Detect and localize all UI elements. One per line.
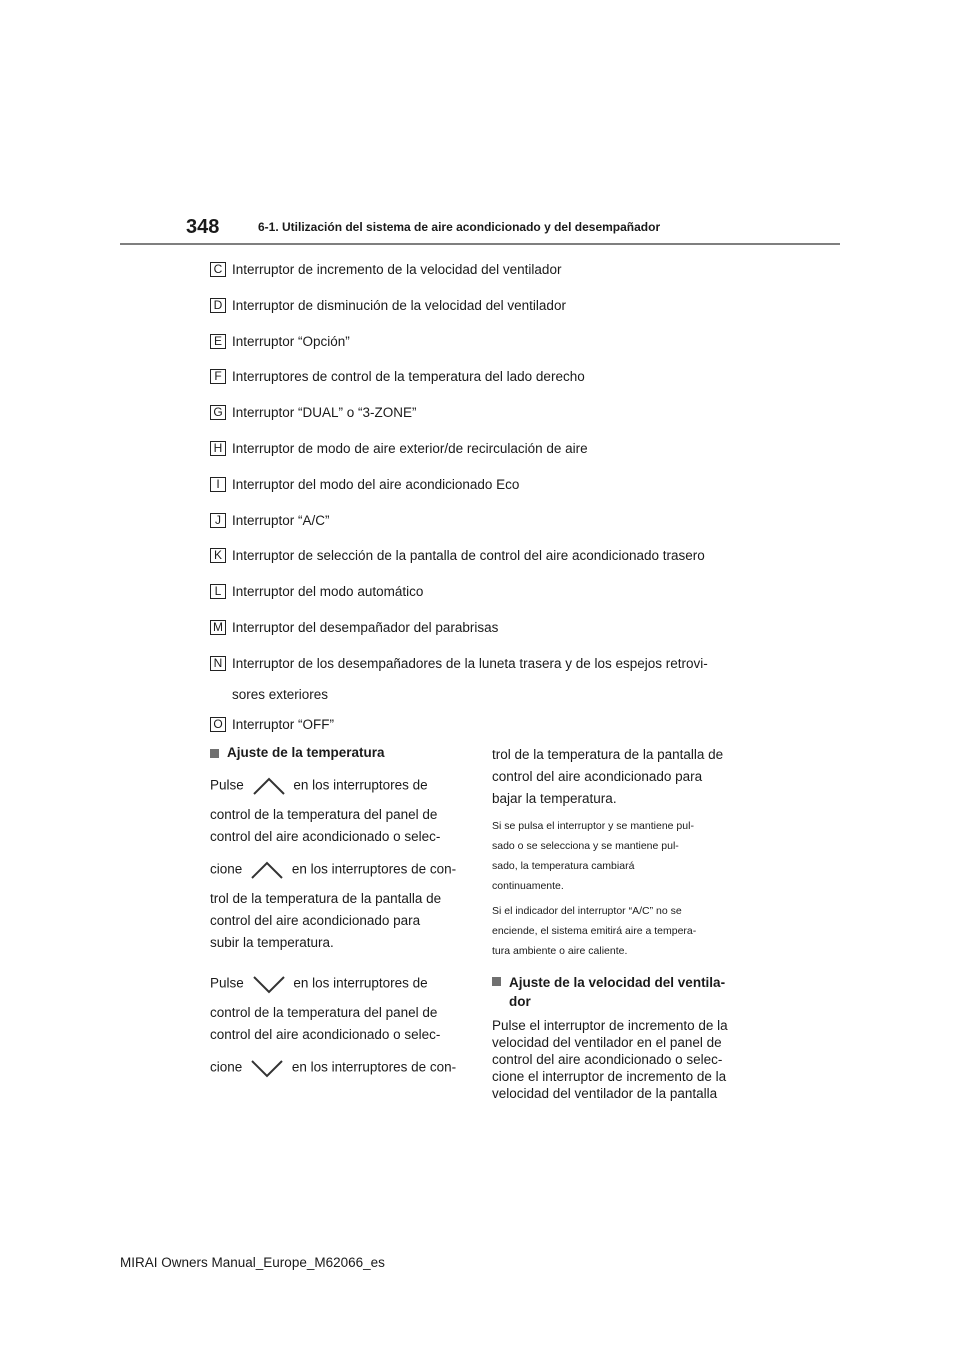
legend-item	[210, 546, 770, 582]
legend-text-line: Interruptor de los desempañadores de la luneta trasera y de los espejos retrovi-	[232, 655, 708, 671]
text: cione	[210, 861, 243, 877]
text: cione	[210, 1059, 243, 1075]
square-bullet-icon	[492, 977, 501, 986]
legend-text: Interruptor de selección de la pantalla de control del aire acondicionado trasero	[232, 548, 705, 564]
paragraph-line: control del aire acondicionado o selec-	[210, 1027, 441, 1042]
section-heading-fan	[492, 973, 752, 1011]
chevron-up-icon	[251, 774, 287, 798]
legend-item	[210, 260, 770, 296]
paragraph-line: cione el interruptor de incremento de la	[492, 1069, 727, 1084]
note-line: sado o se selecciona y se mantiene pul-	[492, 840, 679, 852]
paragraph-line: control de la temperatura del panel de	[210, 807, 438, 822]
letter-box: H	[210, 441, 226, 456]
paragraph-line: trol de la temperatura de la pantalla de	[210, 891, 442, 906]
left-column	[210, 745, 470, 1080]
legend-item	[210, 439, 770, 475]
footer-text: MIRAI Owners Manual_Europe_M62066_es	[120, 1255, 385, 1270]
letter-box: N	[210, 656, 226, 671]
letter-box: O	[210, 717, 226, 732]
paragraph-line: control del aire acondicionado para	[210, 913, 421, 928]
chapter-title: 6-1. Utilización del sistema de aire acondicionado y del desempañador	[258, 220, 661, 234]
letter-box: I	[210, 477, 226, 492]
letter-box: D	[210, 298, 226, 313]
legend-text: Interruptor “DUAL” o “3-ZONE”	[232, 405, 417, 421]
paragraph-line: control del aire acondicionado o selec-	[492, 1052, 723, 1067]
legend-item	[210, 511, 770, 547]
letter-box: E	[210, 334, 226, 349]
paragraph-line: subir la temperatura.	[210, 935, 334, 950]
text: en los interruptores de con-	[291, 861, 457, 877]
letter-box: C	[210, 262, 226, 277]
letter-box: F	[210, 369, 226, 384]
letter-box: K	[210, 548, 226, 563]
note-line: sado, la temperatura cambiará	[492, 860, 635, 872]
paragraph-line: control del aire acondicionado o selec-	[210, 829, 441, 844]
legend-item	[210, 332, 770, 368]
legend-text: Interruptores de control de la temperatura del lado derecho	[232, 369, 585, 385]
paragraph-line	[210, 972, 470, 996]
heading-text	[509, 973, 725, 1011]
paragraph-line: bajar la temperatura.	[492, 791, 617, 806]
legend-text: Interruptor de incremento de la velocidad del ventilador	[232, 262, 562, 277]
heading-line: Ajuste de la velocidad del ventila-	[509, 975, 726, 990]
legend-item	[210, 296, 770, 332]
paragraph-line: Pulse el interruptor de incremento de la	[492, 1018, 728, 1033]
legend-text: Interruptor “OFF”	[232, 716, 335, 732]
legend-text: Interruptor del modo del aire acondicionado Eco	[232, 476, 520, 492]
text: en los interruptores de	[293, 975, 428, 991]
paragraph-line: velocidad del ventilador en el panel de	[492, 1035, 722, 1050]
legend-text: Interruptor de disminución de la velocidad del ventilador	[232, 297, 566, 313]
square-bullet-icon	[210, 749, 219, 758]
paragraph-line: control del aire acondicionado para	[492, 769, 703, 784]
legend-list	[210, 260, 770, 751]
note-line: continuamente.	[492, 880, 564, 892]
paragraph-line	[210, 774, 470, 798]
legend-text: Interruptor “A/C”	[232, 512, 330, 528]
letter-box: M	[210, 620, 226, 635]
heading-text: Ajuste de la temperatura	[227, 745, 385, 760]
legend-item	[210, 403, 770, 439]
note-line: Si el indicador del interruptor “A/C” no se	[492, 905, 682, 917]
chevron-down-icon	[251, 972, 287, 996]
legend-item	[210, 654, 770, 715]
paragraph-line	[210, 858, 470, 882]
legend-item	[210, 475, 770, 511]
note-line: Si se pulsa el interruptor y se mantiene pul-	[492, 820, 694, 832]
heading-line: dor	[509, 994, 531, 1009]
text: en los interruptores de	[293, 777, 428, 793]
legend-item	[210, 582, 770, 618]
letter-box: L	[210, 584, 226, 599]
paragraph-line: velocidad del ventilador de la pantalla	[492, 1086, 718, 1101]
legend-text: Interruptor “Opción”	[232, 333, 350, 349]
paragraph-line: trol de la temperatura de la pantalla de	[492, 747, 724, 762]
section-heading-temperature	[210, 745, 470, 760]
page-number: 348	[186, 216, 220, 238]
letter-box: J	[210, 513, 226, 528]
paragraph-line: control de la temperatura del panel de	[210, 1005, 438, 1020]
chevron-down-icon	[249, 1056, 285, 1080]
legend-text: Interruptor del modo automático	[232, 584, 424, 600]
note-line: tura ambiente o aire caliente.	[492, 945, 628, 957]
text: en los interruptores de con-	[291, 1059, 457, 1075]
text: Pulse	[210, 777, 244, 793]
header-rule	[120, 243, 840, 245]
paragraph-line	[210, 1056, 470, 1080]
right-column	[492, 744, 752, 1102]
legend-item	[210, 367, 770, 403]
letter-box: G	[210, 405, 226, 420]
note-line: enciende, el sistema emitirá aire a tempera-	[492, 925, 697, 937]
chevron-up-icon	[249, 858, 285, 882]
legend-text: Interruptor de modo de aire exterior/de recirculación de aire	[232, 440, 588, 456]
legend-text-line: sores exteriores	[232, 686, 329, 702]
text: Pulse	[210, 975, 244, 991]
legend-text	[232, 648, 752, 710]
legend-text: Interruptor del desempañador del parabrisas	[232, 619, 499, 635]
